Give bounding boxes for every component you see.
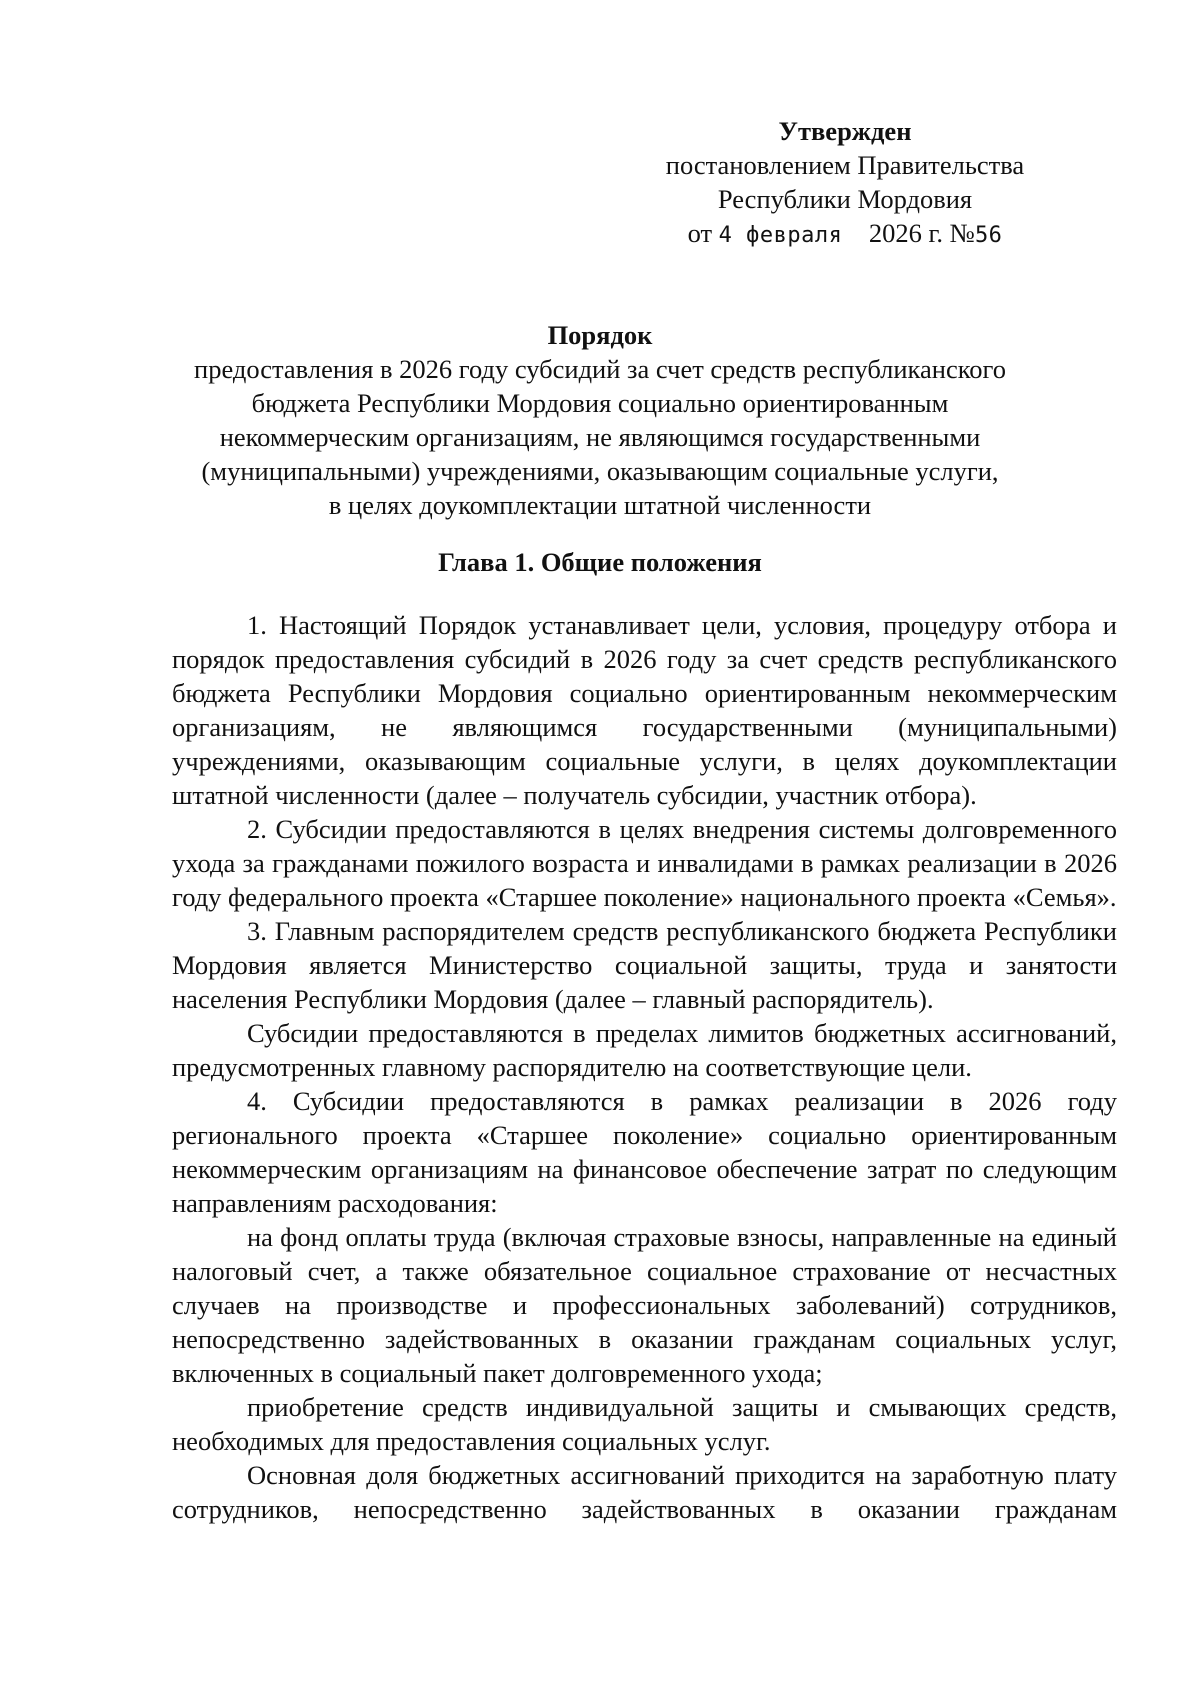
chapter-heading: Глава 1. Общие положения — [438, 547, 762, 577]
paragraph-2: 2. Субсидии предоставляются в целях внедрения системы долговременного ухода за гражданами пожилого возраста и инвалидами в рамках реализации в 2026 году федерального проекта «Старшее поколение» национального проекта «Семья». — [172, 814, 1117, 912]
paragraph-4-cont: Основная доля бюджетных ассигнований приходится на заработную плату сотрудников, непосредственно задействованных в оказании гражданам — [172, 1460, 1117, 1524]
paragraph-3: 3. Главным распорядителем средств республиканского бюджета Республики Мордовия является Министерство социальной защиты, труда и занятости населения Республики Мордовия (далее – главный распорядитель). — [172, 916, 1117, 1014]
paragraph-3-cont: Субсидии предоставляются в пределах лимитов бюджетных ассигнований, предусмотренных главному распорядителю на соответствующие цели. — [172, 1018, 1117, 1082]
document-body — [172, 608, 1117, 1526]
subtitle-line: предоставления в 2026 году субсидий за счет средств республиканского — [194, 354, 1006, 384]
document-title: Порядок — [547, 320, 653, 350]
approval-date-line — [600, 216, 1090, 253]
paragraph-1: 1. Настоящий Порядок устанавливает цели, условия, процедуру отбора и порядок предоставления субсидий в 2026 году за счет средств республиканского бюджета Республики Мордовия социально ориентированным некоммерческим организациям, не являющимся государственными (муниципальными) учреждениями, оказывающим социальные услуги, в целях доукомплектации штатной численности (далее – получатель субсидии, участник отбора). — [172, 610, 1117, 810]
document-title-block — [140, 318, 1060, 522]
approved-label: Утвержден — [778, 116, 912, 146]
paragraph-4-item-1: на фонд оплаты труда (включая страховые взносы, направленные на единый налоговый счет, а также обязательное социальное страхование от несчастных случаев на производстве и профессиональных заболеваний) сотрудников, непосредственно задействованных в оказании гражданам социальных услуг, включенных в социальный пакет долговременного ухода; — [172, 1222, 1117, 1388]
subtitle-line: бюджета Республики Мордовия социально ориентированным — [251, 388, 949, 418]
date-suffix: 2026 г. № — [868, 218, 975, 248]
paragraph-4: 4. Субсидии предоставляются в рамках реализации в 2026 году регионального проекта «Старшее поколение» социально ориентированным некоммерческим организациям на финансовое обеспечение затрат по следующим направлениям расходования: — [172, 1086, 1117, 1218]
approval-line-2: Республики Мордовия — [717, 184, 973, 214]
date-prefix: от — [687, 218, 713, 248]
approval-line-1: постановлением Правительства — [665, 150, 1025, 180]
date-handwritten: 4 февраля — [718, 223, 843, 248]
approval-stamp-block — [600, 114, 1090, 253]
subtitle-line: в целях доукомплектации штатной численности — [328, 490, 872, 520]
subtitle-line: (муниципальными) учреждениями, оказывающим социальные услуги, — [201, 456, 999, 486]
subtitle-line: некоммерческим организациям, не являющимся государственными — [219, 422, 981, 452]
number-handwritten: 56 — [974, 223, 1003, 248]
paragraph-4-item-2: приобретение средств индивидуальной защиты и смывающих средств, необходимых для предоставления социальных услуг. — [172, 1392, 1117, 1456]
